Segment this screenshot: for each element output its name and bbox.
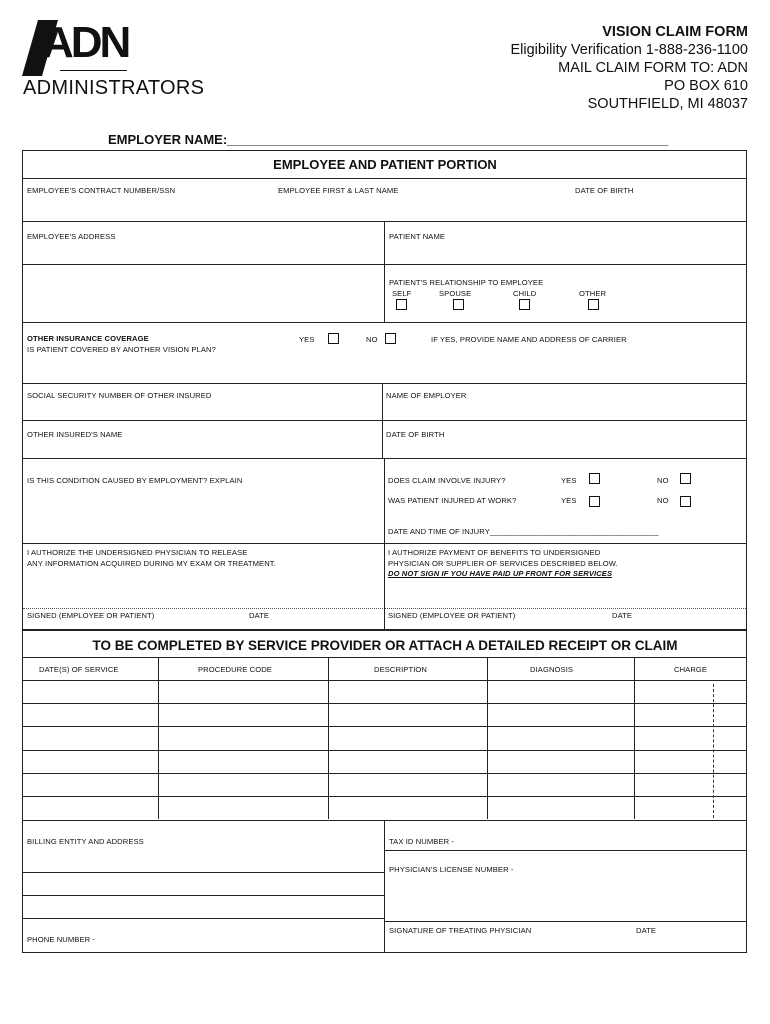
rel-spouse-label: SPOUSE [439, 289, 472, 298]
company-logo [22, 20, 212, 100]
patient-signature-line[interactable] [385, 586, 746, 609]
name-of-employer-field[interactable] [383, 384, 747, 420]
col-procedure-code: PROCEDURE CODE [198, 665, 272, 674]
coverage-no-label: NO [366, 335, 378, 344]
other-dob-label: DATE OF BIRTH [386, 430, 445, 439]
col-diagnosis: DIAGNOSIS [530, 665, 574, 674]
carrier-note: IF YES, PROVIDE NAME AND ADDRESS OF CARRIER [431, 335, 627, 344]
rel-other-checkbox[interactable] [588, 299, 599, 310]
work-yes-checkbox[interactable] [589, 496, 600, 507]
provider-section-title: TO BE COMPLETED BY SERVICE PROVIDER OR ATTACH A DETAILED RECEIPT OR CLAIM [92, 638, 678, 653]
service-row[interactable] [23, 774, 747, 796]
other-coverage-heading: OTHER INSURANCE COVERAGE [27, 334, 149, 343]
employment-cause-label: IS THIS CONDITION CAUSED BY EMPLOYMENT? EXPLAIN [27, 476, 243, 485]
employment-cause-field[interactable] [23, 459, 383, 543]
service-row[interactable] [23, 797, 747, 819]
po-box: PO BOX 610 [664, 78, 748, 94]
relationship-label: PATIENT'S RELATIONSHIP TO EMPLOYEE [389, 278, 544, 287]
logo-rule [60, 70, 127, 71]
service-row[interactable] [23, 727, 747, 750]
employee-signed-date-label: DATE [249, 611, 270, 620]
coverage-yes-checkbox[interactable] [328, 333, 339, 344]
employer-name-field[interactable]: EMPLOYER NAME:_____________________________________________________________ [108, 132, 669, 147]
rel-self-checkbox[interactable] [396, 299, 407, 310]
col-description: DESCRIPTION [374, 665, 427, 674]
injury-date-time-field[interactable]: DATE AND TIME OF INJURY_______________________________________ [388, 527, 659, 536]
mail-to: MAIL CLAIM FORM TO: ADN [558, 60, 748, 76]
injury-yes-checkbox[interactable] [589, 473, 600, 484]
payment-signed-label: SIGNED (EMPLOYEE OR PATIENT) [388, 611, 516, 620]
other-insured-name-label: OTHER INSURED'S NAME [27, 430, 123, 439]
contract-number-label: EMPLOYEE'S CONTRACT NUMBER/SSN [27, 186, 176, 195]
col-date-of-service: DATE(S) OF SERVICE [39, 665, 119, 674]
rel-other-label: OTHER [579, 289, 607, 298]
other-insured-name-field[interactable] [23, 421, 381, 458]
employee-address-label: EMPLOYEE'S ADDRESS [27, 232, 116, 241]
payment-signed-date-label: DATE [612, 611, 633, 620]
work-no-label: NO [657, 496, 669, 505]
employee-name-label: EMPLOYEE FIRST & LAST NAME [278, 186, 399, 195]
auth-release-line1: I AUTHORIZE THE UNDERSIGNED PHYSICIAN TO RELEASE [27, 548, 248, 557]
patient-name-field[interactable] [385, 222, 747, 264]
employee-signed-label: SIGNED (EMPLOYEE OR PATIENT) [27, 611, 155, 620]
auth-release-line2: ANY INFORMATION ACQUIRED DURING MY EXAM OR TREATMENT. [27, 559, 276, 568]
injury-yes-label: YES [561, 476, 577, 485]
employee-signature-line[interactable] [23, 586, 383, 609]
injury-no-label: NO [657, 476, 669, 485]
logo-text: ADMINISTRATORS [23, 77, 205, 99]
service-row[interactable] [23, 704, 747, 726]
name-of-employer-label: NAME OF EMPLOYER [386, 391, 467, 400]
rel-self-label: SELF [392, 289, 412, 298]
auth-pay-line1: I AUTHORIZE PAYMENT OF BENEFITS TO UNDERSIGNED [388, 548, 601, 557]
rel-child-checkbox[interactable] [519, 299, 530, 310]
license-number-field[interactable] [385, 851, 747, 921]
do-not-sign-warning: DO NOT SIGN IF YOU HAVE PAID UP FRONT FOR SERVICES [388, 569, 613, 578]
billing-entity-label: BILLING ENTITY AND ADDRESS [27, 837, 144, 846]
employee-dob-label: DATE OF BIRTH [575, 186, 634, 195]
other-dob-field[interactable] [383, 421, 747, 458]
form-title: VISION CLAIM FORM [602, 24, 748, 40]
col-charge: CHARGE [674, 665, 708, 674]
work-yes-label: YES [561, 496, 577, 505]
license-number-label: PHYSICIAN'S LICENSE NUMBER - [389, 865, 514, 874]
other-coverage-question: IS PATIENT COVERED BY ANOTHER VISION PLAN? [27, 345, 216, 354]
phone-number-label: PHONE NUMBER - [27, 935, 96, 944]
tax-id-label: TAX ID NUMBER - [389, 837, 455, 846]
injury-no-checkbox[interactable] [680, 473, 691, 484]
patient-name-label: PATIENT NAME [389, 232, 446, 241]
logo-mark: ADN [42, 18, 129, 67]
work-question: WAS PATIENT INJURED AT WORK? [388, 496, 517, 505]
auth-pay-line2: PHYSICIAN OR SUPPLIER OF SERVICES DESCRIBED BELOW. [388, 559, 618, 568]
city-state-zip: SOUTHFIELD, MI 48037 [587, 96, 748, 112]
service-row[interactable] [23, 751, 747, 773]
rel-child-label: CHILD [513, 289, 537, 298]
eligibility-phone: Eligibility Verification 1-888-236-1100 [510, 42, 748, 58]
coverage-no-checkbox[interactable] [385, 333, 396, 344]
ssn-other-label: SOCIAL SECURITY NUMBER OF OTHER INSURED [27, 391, 212, 400]
physician-signature-label: SIGNATURE OF TREATING PHYSICIAN [389, 926, 532, 935]
physician-signature-date-label: DATE [636, 926, 657, 935]
injury-question: DOES CLAIM INVOLVE INJURY? [388, 476, 506, 485]
ssn-other-field[interactable] [23, 384, 381, 420]
service-row[interactable] [23, 681, 747, 703]
service-table [23, 658, 747, 820]
work-no-checkbox[interactable] [680, 496, 691, 507]
billing-entity-field[interactable] [23, 821, 383, 913]
rel-spouse-checkbox[interactable] [453, 299, 464, 310]
employee-section-title: EMPLOYEE AND PATIENT PORTION [273, 157, 497, 172]
coverage-yes-label: YES [299, 335, 315, 344]
